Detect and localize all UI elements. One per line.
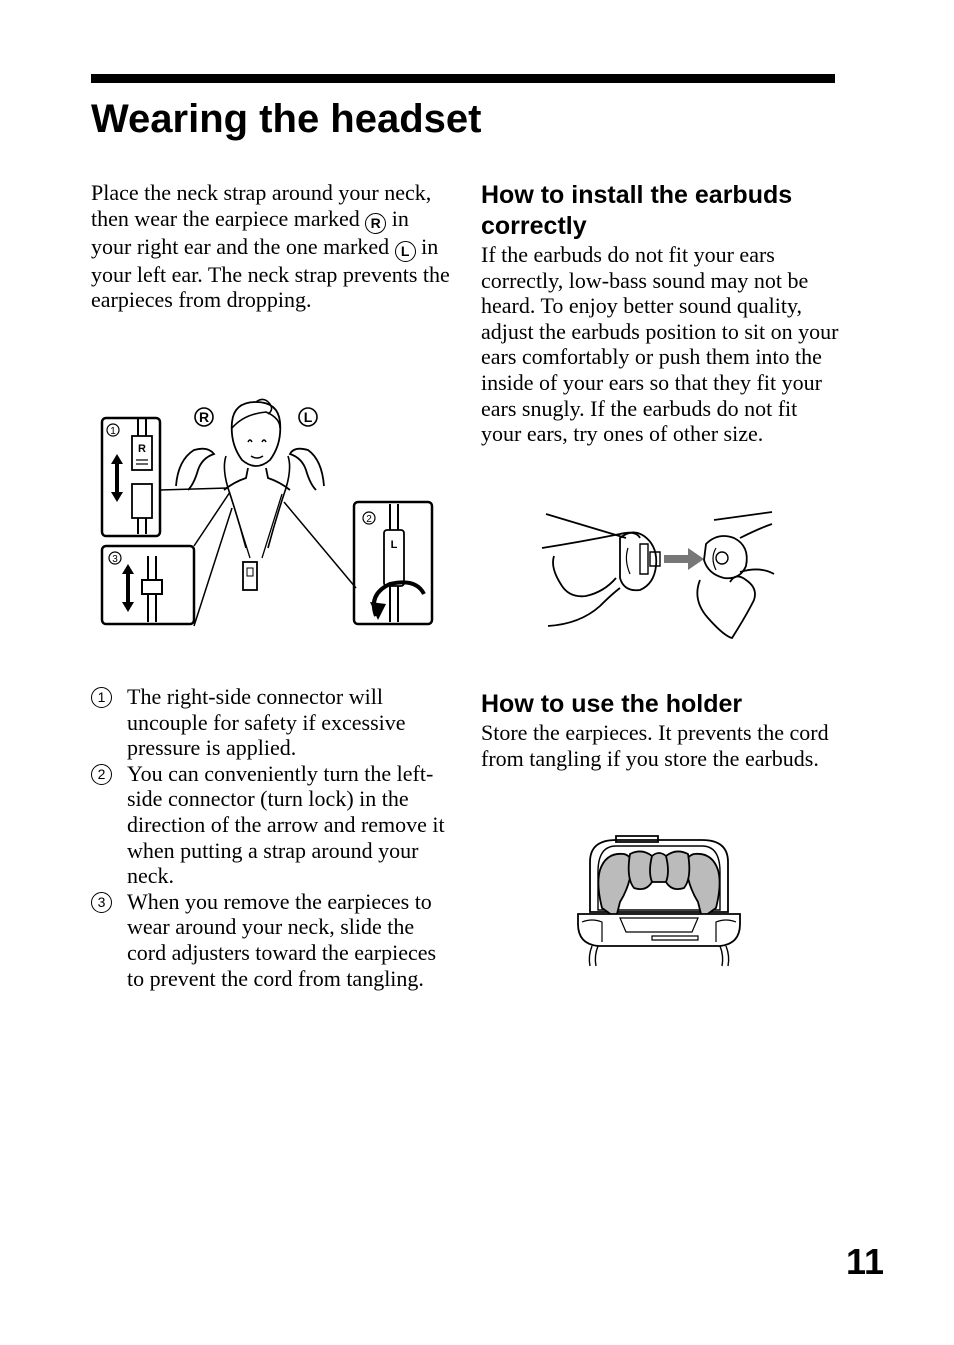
notes-list [91,684,451,991]
page-title: Wearing the headset [91,97,482,141]
holder-section [481,689,841,771]
list-item [91,761,451,889]
intro-text-1: Place the neck strap around your neck, then wear the earpiece marked [91,180,432,231]
page-number: 11 [845,1241,884,1282]
note-text: The right-side connector will uncouple for safety if excessive pressure is applied. [127,684,406,761]
title-rule [91,74,835,83]
list-item [91,889,451,991]
holder-illustration [572,832,746,968]
callout-2-label: 2 [366,514,372,525]
intro-text-2: in your right ear and the one marked [91,205,409,259]
install-heading: How to install the earbuds correctly [481,181,793,240]
earbud-install-illustration [540,508,780,642]
install-body: If the earbuds do not fit your ears correctly, low-bass sound may not be heard. To enjoy better sound quality, adjust the earbuds position to sit on your ears comfortably or push them into the inside of your ears so that they fit your ears snugly. If the earbuds do not fit your ears, try ones of other size. [481,242,839,447]
note-number-icon: 3 [91,892,112,913]
note-text: When you remove the earpieces to wear around your neck, slide the cord adjusters toward the earpieces to prevent the cord from tangling. [127,888,437,991]
connector-r-letter: R [138,443,146,455]
intro-text-3: in your left ear. The neck strap prevents the earpieces from dropping. [91,233,450,313]
label-r: R [198,409,210,425]
list-item [91,684,451,761]
note-number-icon: 2 [91,764,112,785]
callout-3-label: 3 [112,554,118,565]
right-mark-icon: R [365,213,386,234]
holder-heading: How to use the holder [481,690,743,718]
holder-body: Store the earpieces. It prevents the cord from tangling if you store the earbuds. [481,720,829,771]
label-l: L [303,409,313,425]
left-mark-icon: L [395,241,416,262]
note-text: You can conveniently turn the left-side connector (turn lock) in the direction of the arrow and remove it when putting a strap around your neck. [127,760,445,889]
install-section [481,180,841,447]
callout-1-label: 1 [110,426,116,437]
note-number-icon: 1 [91,687,112,708]
intro-paragraph [91,180,451,313]
wearing-headset-illustration [98,398,436,630]
connector-l-letter: L [390,539,398,551]
